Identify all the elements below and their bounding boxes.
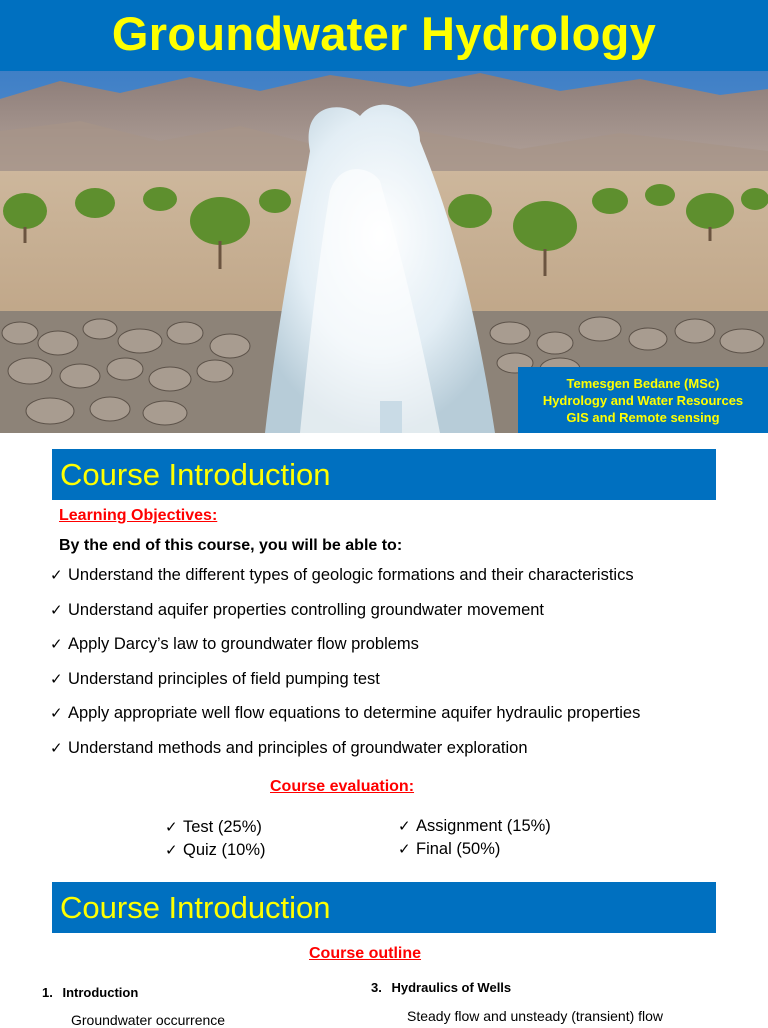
outline-subitem: Steady flow and unsteady (transient) flow xyxy=(407,1008,664,1024)
outline-title: Hydraulics of Wells xyxy=(391,980,512,995)
outline-item-introduction xyxy=(42,985,138,1000)
title-bar xyxy=(0,0,768,71)
outline-number: 1. xyxy=(42,985,53,1000)
check-icon: ✓ xyxy=(50,567,63,584)
outline-subitem: Groundwater occurrence xyxy=(71,1012,226,1028)
evaluation-text: Quiz (10%) xyxy=(183,841,266,859)
evaluation-item xyxy=(398,815,551,838)
outline-section-header: Course Introduction xyxy=(52,882,716,933)
author-field: Hydrology and Water Resources xyxy=(542,392,744,408)
objective-text: Apply appropriate well flow equations to determine aquifer hydraulic properties xyxy=(68,704,641,723)
evaluation-right-column xyxy=(398,815,551,861)
course-evaluation-heading: Course evaluation: xyxy=(270,778,415,795)
author-name: Temesgen Bedane (MSc) xyxy=(566,375,720,391)
intro-section-header: Course Introduction xyxy=(52,449,716,500)
list-item xyxy=(50,739,640,774)
page-title: Groundwater Hydrology xyxy=(111,7,657,60)
check-icon: ✓ xyxy=(50,636,63,654)
course-outline-heading: Course outline xyxy=(309,945,422,962)
evaluation-text: Final (50%) xyxy=(416,840,501,858)
evaluation-left-column xyxy=(165,816,266,862)
list-item xyxy=(50,635,640,670)
objectives-lead-in: By the end of this course, you will be able to: xyxy=(59,537,403,554)
objective-text: Apply Darcy’s law to groundwater flow problems xyxy=(68,635,419,654)
list-item xyxy=(50,670,640,705)
check-icon: ✓ xyxy=(398,841,411,858)
list-item xyxy=(50,566,640,601)
check-icon: ✓ xyxy=(165,842,178,859)
objective-text: Understand the different types of geologic formations and their characteristics xyxy=(68,566,634,584)
objective-text: Understand aquifer properties controlling groundwater movement xyxy=(68,600,545,619)
check-icon: ✓ xyxy=(50,601,63,619)
outline-title: Introduction xyxy=(62,985,139,1000)
check-icon: ✓ xyxy=(50,670,63,688)
author-specialty: GIS and Remote sensing xyxy=(566,409,720,425)
outline-number: 3. xyxy=(371,980,382,995)
list-item xyxy=(50,704,640,739)
check-icon: ✓ xyxy=(165,819,178,836)
evaluation-item xyxy=(165,839,266,862)
objectives-list xyxy=(50,566,640,774)
author-box xyxy=(518,367,768,433)
outline-item-hydraulics-of-wells xyxy=(371,980,511,995)
evaluation-item xyxy=(398,838,551,861)
objective-text: Understand methods and principles of groundwater exploration xyxy=(68,738,528,757)
evaluation-item xyxy=(165,816,266,839)
learning-objectives-heading: Learning Objectives: xyxy=(59,507,218,524)
check-icon: ✓ xyxy=(50,739,63,757)
check-icon: ✓ xyxy=(50,705,63,723)
evaluation-text: Assignment (15%) xyxy=(416,817,551,835)
evaluation-text: Test (25%) xyxy=(183,818,262,836)
objective-text: Understand principles of field pumping test xyxy=(68,669,380,688)
list-item xyxy=(50,601,640,636)
check-icon: ✓ xyxy=(398,818,411,835)
